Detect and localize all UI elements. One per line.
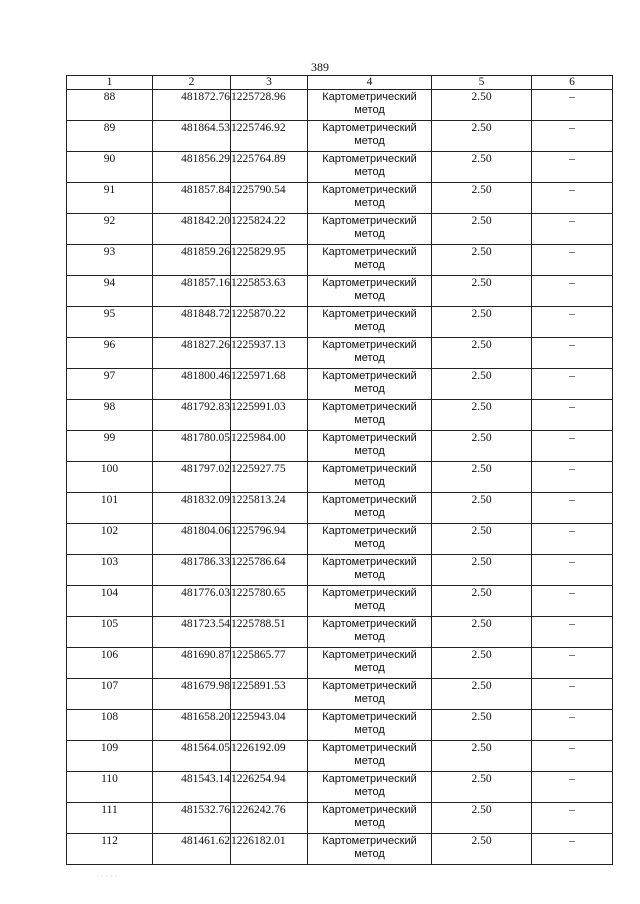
- method-line-2: метод: [354, 228, 385, 240]
- note-cell: –: [532, 307, 613, 338]
- accuracy-cell: 2.50: [432, 152, 532, 183]
- header-cell: 1: [67, 76, 153, 90]
- method-line-2: метод: [354, 135, 385, 147]
- method-line-1: Картометрический: [322, 401, 417, 413]
- point-number-cell: 110: [67, 772, 153, 803]
- method-cell: [308, 493, 432, 524]
- note-cell: –: [532, 276, 613, 307]
- x-coordinate-cell: 481690.87: [153, 648, 231, 679]
- x-coordinate-cell: 481679.98: [153, 679, 231, 710]
- header-row: [67, 76, 613, 90]
- method-line-1: Картометрический: [322, 153, 417, 165]
- method-line-2: метод: [354, 197, 385, 209]
- accuracy-cell: 2.50: [432, 276, 532, 307]
- method-cell: [308, 400, 432, 431]
- x-coordinate-cell: 481723.54: [153, 617, 231, 648]
- method-line-2: метод: [354, 259, 385, 271]
- method-line-2: метод: [354, 662, 385, 674]
- note-cell: –: [532, 803, 613, 834]
- accuracy-cell: 2.50: [432, 586, 532, 617]
- method-cell: [308, 555, 432, 586]
- note-cell: –: [532, 741, 613, 772]
- point-number-cell: 109: [67, 741, 153, 772]
- table-row: [67, 555, 613, 586]
- method-cell: [308, 741, 432, 772]
- y-coordinate-cell: 1225746.92: [231, 121, 308, 152]
- y-coordinate-cell: 1226192.09: [231, 741, 308, 772]
- table-row: [67, 803, 613, 834]
- method-cell: [308, 369, 432, 400]
- x-coordinate-cell: 481797.02: [153, 462, 231, 493]
- method-cell: [308, 183, 432, 214]
- y-coordinate-cell: 1225927.75: [231, 462, 308, 493]
- y-coordinate-cell: 1226242.76: [231, 803, 308, 834]
- method-line-1: Картометрический: [322, 835, 417, 847]
- method-line-1: Картометрический: [322, 122, 417, 134]
- method-cell: [308, 90, 432, 121]
- method-line-2: метод: [354, 104, 385, 116]
- point-number-cell: 92: [67, 214, 153, 245]
- table-row: [67, 307, 613, 338]
- y-coordinate-cell: 1225937.13: [231, 338, 308, 369]
- method-line-2: метод: [354, 755, 385, 767]
- note-cell: –: [532, 617, 613, 648]
- y-coordinate-cell: 1225764.89: [231, 152, 308, 183]
- x-coordinate-cell: 481658.20: [153, 710, 231, 741]
- table-row: [67, 772, 613, 803]
- point-number-cell: 94: [67, 276, 153, 307]
- x-coordinate-cell: 481792.83: [153, 400, 231, 431]
- accuracy-cell: 2.50: [432, 648, 532, 679]
- table-row: [67, 369, 613, 400]
- method-line-2: метод: [354, 600, 385, 612]
- y-coordinate-cell: 1226254.94: [231, 772, 308, 803]
- accuracy-cell: 2.50: [432, 307, 532, 338]
- y-coordinate-cell: 1225813.24: [231, 493, 308, 524]
- accuracy-cell: 2.50: [432, 555, 532, 586]
- y-coordinate-cell: 1225984.00: [231, 431, 308, 462]
- method-line-2: метод: [354, 724, 385, 736]
- method-cell: [308, 617, 432, 648]
- note-cell: –: [532, 648, 613, 679]
- accuracy-cell: 2.50: [432, 183, 532, 214]
- table-row: [67, 617, 613, 648]
- x-coordinate-cell: 481842.20: [153, 214, 231, 245]
- accuracy-cell: 2.50: [432, 245, 532, 276]
- accuracy-cell: 2.50: [432, 617, 532, 648]
- header-cell: 3: [231, 76, 308, 90]
- y-coordinate-cell: 1226182.01: [231, 834, 308, 865]
- table-row: [67, 462, 613, 493]
- method-cell: [308, 803, 432, 834]
- y-coordinate-cell: 1225790.54: [231, 183, 308, 214]
- method-line-1: Картометрический: [322, 339, 417, 351]
- x-coordinate-cell: 481857.16: [153, 276, 231, 307]
- method-cell: [308, 431, 432, 462]
- x-coordinate-cell: 481564.05: [153, 741, 231, 772]
- y-coordinate-cell: 1225853.63: [231, 276, 308, 307]
- note-cell: –: [532, 834, 613, 865]
- accuracy-cell: 2.50: [432, 369, 532, 400]
- point-number-cell: 89: [67, 121, 153, 152]
- method-cell: [308, 276, 432, 307]
- note-cell: –: [532, 493, 613, 524]
- method-line-1: Картометрический: [322, 742, 417, 754]
- note-cell: –: [532, 772, 613, 803]
- method-line-1: Картометрический: [322, 463, 417, 475]
- table-row: [67, 338, 613, 369]
- method-cell: [308, 245, 432, 276]
- table-row: [67, 183, 613, 214]
- table-row: [67, 90, 613, 121]
- y-coordinate-cell: 1225728.96: [231, 90, 308, 121]
- scan-speckle: · · · · ·: [96, 872, 118, 881]
- method-line-2: метод: [354, 693, 385, 705]
- note-cell: –: [532, 555, 613, 586]
- x-coordinate-cell: 481780.05: [153, 431, 231, 462]
- note-cell: –: [532, 152, 613, 183]
- method-line-2: метод: [354, 290, 385, 302]
- y-coordinate-cell: 1225788.51: [231, 617, 308, 648]
- method-cell: [308, 524, 432, 555]
- table-row: [67, 431, 613, 462]
- accuracy-cell: 2.50: [432, 338, 532, 369]
- table-row: [67, 679, 613, 710]
- method-line-1: Картометрический: [322, 804, 417, 816]
- table-row: [67, 648, 613, 679]
- table-row: [67, 834, 613, 865]
- method-line-2: метод: [354, 848, 385, 860]
- accuracy-cell: 2.50: [432, 741, 532, 772]
- method-line-2: метод: [354, 414, 385, 426]
- y-coordinate-cell: 1225865.77: [231, 648, 308, 679]
- method-line-1: Картометрический: [322, 618, 417, 630]
- note-cell: –: [532, 369, 613, 400]
- method-line-2: метод: [354, 817, 385, 829]
- header-cell: 5: [432, 76, 532, 90]
- method-cell: [308, 338, 432, 369]
- accuracy-cell: 2.50: [432, 493, 532, 524]
- note-cell: –: [532, 710, 613, 741]
- method-cell: [308, 679, 432, 710]
- point-number-cell: 93: [67, 245, 153, 276]
- y-coordinate-cell: 1225824.22: [231, 214, 308, 245]
- point-number-cell: 104: [67, 586, 153, 617]
- method-cell: [308, 710, 432, 741]
- method-line-1: Картометрический: [322, 525, 417, 537]
- point-number-cell: 108: [67, 710, 153, 741]
- coordinates-table: [66, 75, 613, 865]
- y-coordinate-cell: 1225943.04: [231, 710, 308, 741]
- table-body: [67, 90, 613, 865]
- header-cell: 2: [153, 76, 231, 90]
- table-row: [67, 276, 613, 307]
- method-cell: [308, 214, 432, 245]
- table-row: [67, 245, 613, 276]
- accuracy-cell: 2.50: [432, 834, 532, 865]
- method-line-1: Картометрический: [322, 587, 417, 599]
- method-line-1: Картометрический: [322, 432, 417, 444]
- y-coordinate-cell: 1225780.65: [231, 586, 308, 617]
- header-cell: 4: [308, 76, 432, 90]
- method-line-2: метод: [354, 321, 385, 333]
- y-coordinate-cell: 1225870.22: [231, 307, 308, 338]
- method-line-1: Картометрический: [322, 277, 417, 289]
- accuracy-cell: 2.50: [432, 462, 532, 493]
- header-cell: 6: [532, 76, 613, 90]
- accuracy-cell: 2.50: [432, 524, 532, 555]
- method-line-2: метод: [354, 538, 385, 550]
- method-line-1: Картометрический: [322, 91, 417, 103]
- accuracy-cell: 2.50: [432, 431, 532, 462]
- point-number-cell: 96: [67, 338, 153, 369]
- method-cell: [308, 121, 432, 152]
- method-line-2: метод: [354, 476, 385, 488]
- note-cell: –: [532, 214, 613, 245]
- method-line-1: Картометрический: [322, 649, 417, 661]
- point-number-cell: 100: [67, 462, 153, 493]
- method-line-2: метод: [354, 445, 385, 457]
- table-row: [67, 710, 613, 741]
- point-number-cell: 111: [67, 803, 153, 834]
- note-cell: –: [532, 586, 613, 617]
- note-cell: –: [532, 121, 613, 152]
- method-cell: [308, 152, 432, 183]
- note-cell: –: [532, 338, 613, 369]
- accuracy-cell: 2.50: [432, 214, 532, 245]
- point-number-cell: 98: [67, 400, 153, 431]
- point-number-cell: 102: [67, 524, 153, 555]
- note-cell: –: [532, 524, 613, 555]
- method-line-2: метод: [354, 383, 385, 395]
- x-coordinate-cell: 481848.72: [153, 307, 231, 338]
- point-number-cell: 91: [67, 183, 153, 214]
- x-coordinate-cell: 481800.46: [153, 369, 231, 400]
- note-cell: –: [532, 183, 613, 214]
- method-cell: [308, 772, 432, 803]
- y-coordinate-cell: 1225891.53: [231, 679, 308, 710]
- note-cell: –: [532, 400, 613, 431]
- method-line-1: Картометрический: [322, 308, 417, 320]
- note-cell: –: [532, 462, 613, 493]
- point-number-cell: 95: [67, 307, 153, 338]
- y-coordinate-cell: 1225786.64: [231, 555, 308, 586]
- method-cell: [308, 462, 432, 493]
- x-coordinate-cell: 481872.76: [153, 90, 231, 121]
- table-row: [67, 741, 613, 772]
- y-coordinate-cell: 1225829.95: [231, 245, 308, 276]
- x-coordinate-cell: 481804.06: [153, 524, 231, 555]
- method-line-2: метод: [354, 631, 385, 643]
- accuracy-cell: 2.50: [432, 90, 532, 121]
- method-line-1: Картометрический: [322, 711, 417, 723]
- x-coordinate-cell: 481864.53: [153, 121, 231, 152]
- method-line-1: Картометрический: [322, 773, 417, 785]
- note-cell: –: [532, 679, 613, 710]
- note-cell: –: [532, 431, 613, 462]
- point-number-cell: 105: [67, 617, 153, 648]
- point-number-cell: 112: [67, 834, 153, 865]
- accuracy-cell: 2.50: [432, 121, 532, 152]
- table-row: [67, 121, 613, 152]
- y-coordinate-cell: 1225796.94: [231, 524, 308, 555]
- point-number-cell: 97: [67, 369, 153, 400]
- accuracy-cell: 2.50: [432, 400, 532, 431]
- x-coordinate-cell: 481461.62: [153, 834, 231, 865]
- point-number-cell: 107: [67, 679, 153, 710]
- method-line-2: метод: [354, 569, 385, 581]
- method-line-2: метод: [354, 786, 385, 798]
- point-number-cell: 103: [67, 555, 153, 586]
- x-coordinate-cell: 481857.84: [153, 183, 231, 214]
- x-coordinate-cell: 481532.76: [153, 803, 231, 834]
- x-coordinate-cell: 481827.26: [153, 338, 231, 369]
- method-line-2: метод: [354, 352, 385, 364]
- note-cell: –: [532, 90, 613, 121]
- method-line-1: Картометрический: [322, 184, 417, 196]
- point-number-cell: 99: [67, 431, 153, 462]
- table-row: [67, 586, 613, 617]
- x-coordinate-cell: 481832.09: [153, 493, 231, 524]
- x-coordinate-cell: 481859.26: [153, 245, 231, 276]
- method-line-2: метод: [354, 507, 385, 519]
- method-cell: [308, 648, 432, 679]
- point-number-cell: 90: [67, 152, 153, 183]
- method-cell: [308, 834, 432, 865]
- method-line-1: Картометрический: [322, 370, 417, 382]
- point-number-cell: 106: [67, 648, 153, 679]
- accuracy-cell: 2.50: [432, 803, 532, 834]
- method-line-2: метод: [354, 166, 385, 178]
- y-coordinate-cell: 1225991.03: [231, 400, 308, 431]
- point-number-cell: 101: [67, 493, 153, 524]
- table-row: [67, 152, 613, 183]
- x-coordinate-cell: 481543.14: [153, 772, 231, 803]
- table-row: [67, 524, 613, 555]
- method-line-1: Картометрический: [322, 246, 417, 258]
- method-cell: [308, 307, 432, 338]
- point-number-cell: 88: [67, 90, 153, 121]
- method-line-1: Картометрический: [322, 494, 417, 506]
- page-number: 389: [311, 60, 329, 74]
- accuracy-cell: 2.50: [432, 772, 532, 803]
- method-line-1: Картометрический: [322, 215, 417, 227]
- accuracy-cell: 2.50: [432, 710, 532, 741]
- method-line-1: Картометрический: [322, 680, 417, 692]
- accuracy-cell: 2.50: [432, 679, 532, 710]
- table-row: [67, 400, 613, 431]
- table-row: [67, 493, 613, 524]
- x-coordinate-cell: 481776.03: [153, 586, 231, 617]
- x-coordinate-cell: 481786.33: [153, 555, 231, 586]
- method-line-1: Картометрический: [322, 556, 417, 568]
- table-row: [67, 214, 613, 245]
- note-cell: –: [532, 245, 613, 276]
- method-cell: [308, 586, 432, 617]
- y-coordinate-cell: 1225971.68: [231, 369, 308, 400]
- x-coordinate-cell: 481856.29: [153, 152, 231, 183]
